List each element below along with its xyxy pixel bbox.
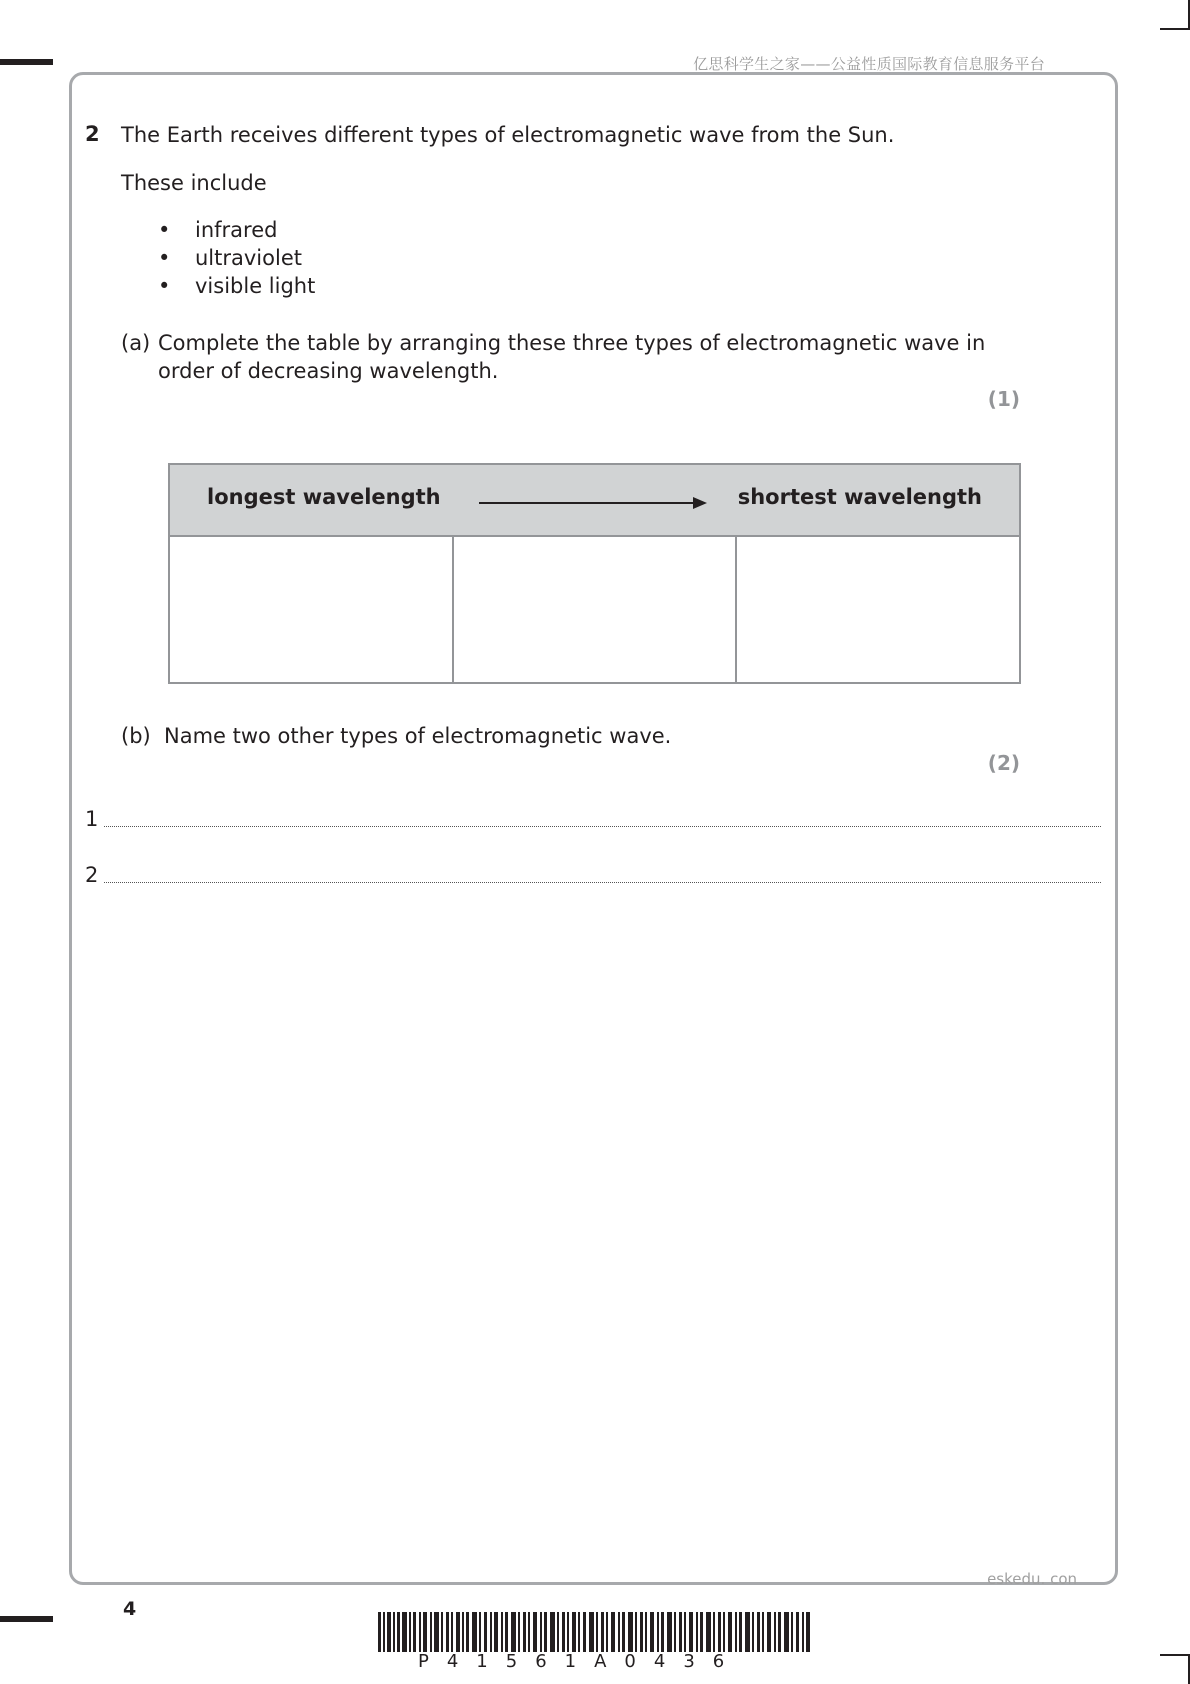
question-number: 2	[85, 122, 100, 146]
table-row	[169, 536, 1020, 683]
page-number: 4	[123, 1598, 137, 1620]
watermark-text: 亿思科学生之家——公益性质国际教育信息服务平台	[693, 55, 1045, 73]
crop-mark	[0, 59, 53, 65]
part-a-label: (a)	[121, 331, 151, 355]
answer-line-number: 1	[85, 807, 99, 831]
crop-mark	[1160, 1654, 1190, 1656]
part-a-text-line1: Complete the table by arranging these three types of electromagnetic wave in	[158, 331, 986, 355]
list-item: ultraviolet	[195, 246, 302, 270]
answer-cell-3[interactable]	[736, 536, 1020, 683]
part-b-label: (b)	[121, 724, 151, 748]
answer-cell-2[interactable]	[453, 536, 737, 683]
crop-mark	[1160, 28, 1190, 30]
wavelength-table	[168, 463, 1021, 684]
header-shortest-wavelength: shortest wavelength	[737, 485, 982, 509]
bullet-icon: •	[158, 218, 171, 242]
answer-line-1[interactable]	[104, 808, 1101, 827]
part-b-marks: (2)	[987, 751, 1020, 775]
part-a-text-line2: order of decreasing wavelength.	[158, 359, 499, 383]
part-b-text: Name two other types of electromagnetic wave.	[164, 724, 672, 748]
list-item: visible light	[195, 274, 316, 298]
barcode-text: P41561A0436	[418, 1651, 743, 1672]
part-a-marks: (1)	[987, 387, 1020, 411]
table-header-row	[169, 464, 1020, 536]
these-include-text: These include	[121, 171, 267, 195]
answer-line-number: 2	[85, 863, 99, 887]
arrow-head-icon	[693, 497, 707, 509]
arrow-right-icon	[479, 502, 697, 504]
list-item: infrared	[195, 218, 278, 242]
bullet-icon: •	[158, 246, 171, 270]
barcode	[378, 1612, 810, 1652]
answer-line-2[interactable]	[104, 864, 1101, 883]
question-intro: The Earth receives different types of electromagnetic wave from the Sun.	[121, 123, 895, 147]
bullet-icon: •	[158, 274, 171, 298]
crop-mark	[0, 1616, 53, 1622]
header-longest-wavelength: longest wavelength	[207, 485, 441, 509]
answer-cell-1[interactable]	[169, 536, 453, 683]
footer-url: eskedu. con	[987, 1570, 1077, 1588]
table-header	[169, 464, 1020, 536]
